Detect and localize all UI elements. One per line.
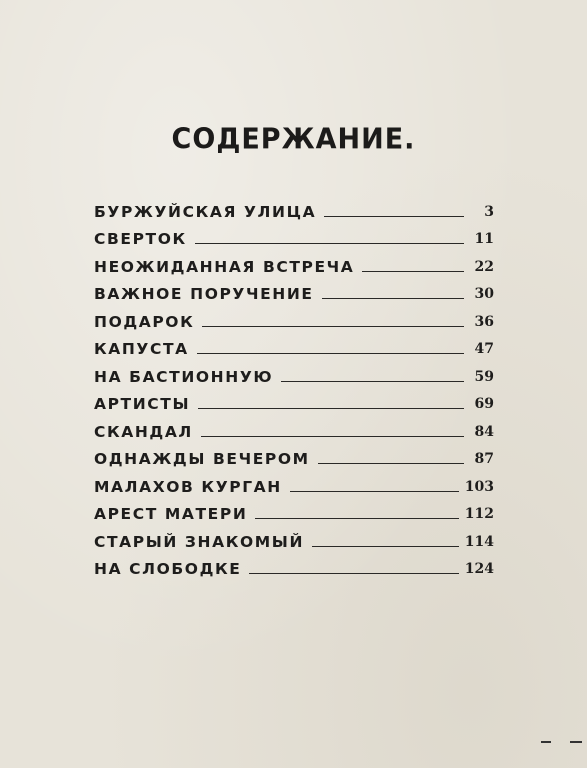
toc-entry-title: НЕОЖИДАННАЯ ВСТРЕЧА [94,257,355,276]
print-mark [570,741,582,743]
dot-leader [281,380,464,382]
toc-entry [94,469,494,497]
toc-entry-title: СКАНДАЛ [94,422,193,441]
dot-leader [318,462,464,464]
dot-leader [362,270,464,272]
toc-entry-title: КАПУСТА [94,340,189,358]
dot-leader [249,572,458,574]
toc-entry-page: 11 [474,231,494,247]
toc-entry [94,304,494,332]
dot-leader [201,435,464,437]
dot-leader [324,215,464,217]
toc-entry-page: 36 [474,313,494,330]
toc-entry-page: 69 [474,396,494,412]
dot-leader [198,407,464,409]
toc-entry-title: НА СЛОБОДКЕ [94,560,242,578]
toc-entry [94,497,494,525]
page-title: СОДЕРЖАНИЕ. [171,123,416,156]
toc-entry [94,414,494,442]
toc-entry [94,277,494,305]
dot-leader [195,242,464,244]
toc-entry [94,194,494,222]
toc-entry [94,249,494,277]
toc-entry-page: 3 [484,203,494,220]
toc-entry-page: 103 [464,478,494,495]
toc-entry [94,332,494,360]
dot-leader [290,490,459,492]
toc-entry-page: 59 [474,368,494,385]
toc-entry-title: СТАРЫЙ ЗНАКОМЫЙ [94,532,305,551]
toc-entry-page: 22 [474,258,494,275]
toc-entry-page: 47 [474,341,494,357]
toc-entry [94,552,494,580]
toc-entry-page: 112 [464,506,494,522]
toc-entry-title: ПОДАРОК [94,312,195,331]
toc-entry-title: АРТИСТЫ [94,395,191,413]
dot-leader [322,297,464,299]
toc-entry-page: 87 [474,451,494,467]
toc-entry [94,387,494,415]
print-mark [541,741,551,743]
dot-leader [197,352,464,354]
toc-entry-page: 114 [464,533,494,550]
dot-leader [312,545,459,547]
toc-entry-title: БУРЖУЙСКАЯ УЛИЦА [94,202,317,221]
toc-entry-page: 84 [474,423,494,440]
toc-entry [94,524,494,552]
table-of-contents [94,194,494,579]
toc-entry-page: 30 [474,286,494,302]
toc-entry [94,442,494,470]
dot-leader [255,517,458,519]
toc-entry [94,222,494,250]
toc-entry-title: МАЛАХОВ КУРГАН [94,477,282,496]
dot-leader [202,325,464,327]
toc-entry-title: АРЕСТ МАТЕРИ [94,505,248,523]
toc-entry-page: 124 [464,561,494,577]
toc-entry [94,359,494,387]
toc-entry-title: ОДНАЖДЫ ВЕЧЕРОМ [94,450,310,468]
toc-entry-title: НА БАСТИОННУЮ [94,367,274,386]
toc-entry-title: СВЕРТОК [94,230,187,248]
toc-entry-title: ВАЖНОЕ ПОРУЧЕНИЕ [94,285,314,303]
